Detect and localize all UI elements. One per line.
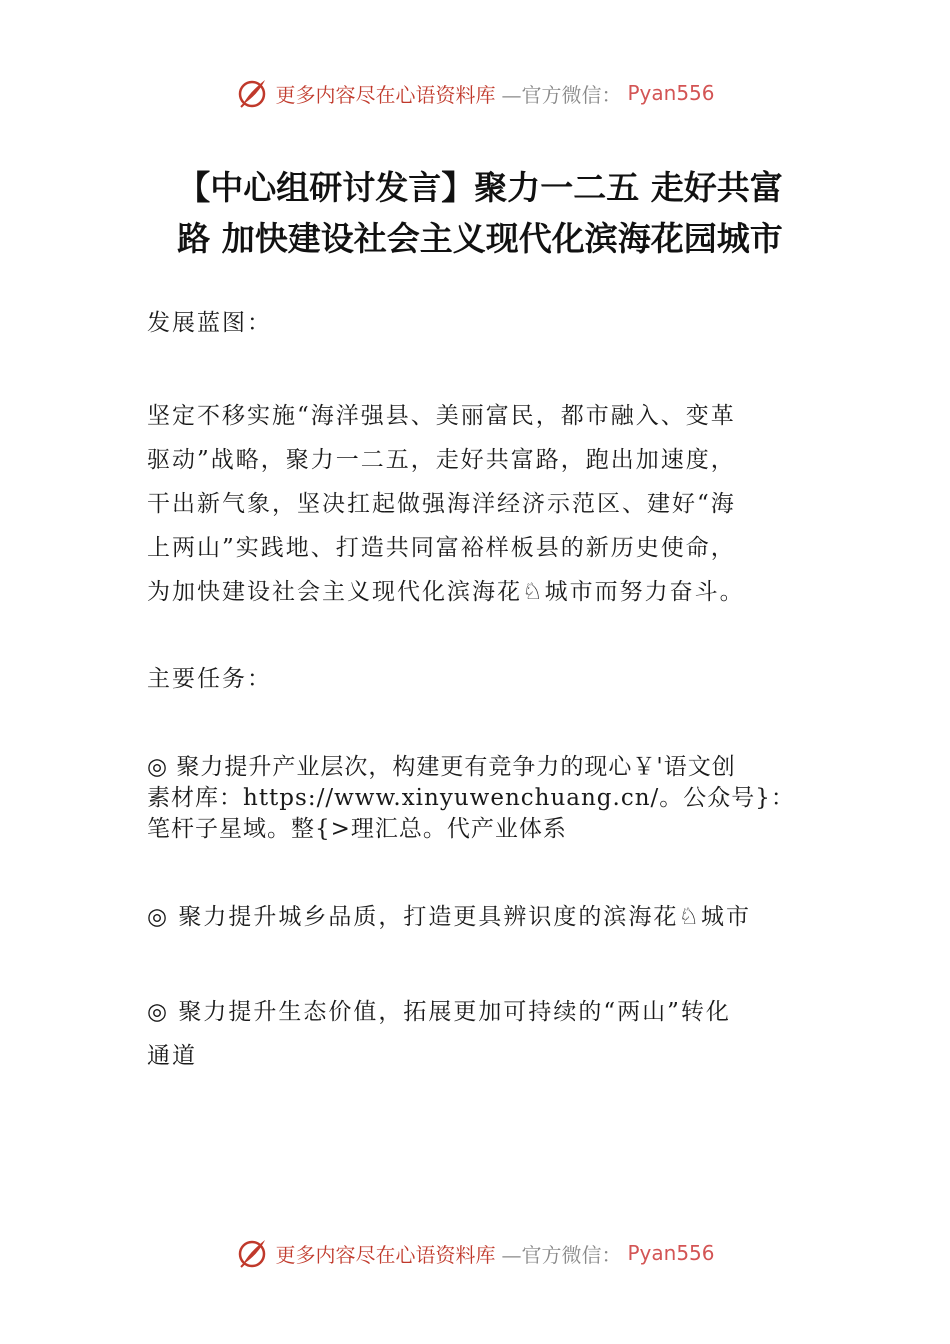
title-line-1: 【中心组研讨发言】聚力一二五 走好共富 <box>177 168 783 207</box>
quill-logo-icon <box>235 76 269 110</box>
blueprint-line: 为加快建设社会主义现代化滨海花♘城市而努力奋斗。 <box>147 579 745 605</box>
watermark-wechat-id: Pyan556 <box>627 1241 715 1265</box>
task-3-line: 通道 <box>147 1043 197 1069</box>
blueprint-line: 干出新气象，坚决扛起做强海洋经济示范区、建好“海 <box>147 491 736 517</box>
quill-logo-icon <box>235 1236 269 1270</box>
task-3-line: ◎ 聚力提升生态价值，拓展更加可持续的“两山”转化 <box>147 999 731 1025</box>
watermark-wechat-id: Pyan556 <box>627 81 715 105</box>
task-item-3 <box>147 990 837 1078</box>
task-item-2: ◎ 聚力提升城乡品质，打造更具辨识度的滨海花♘城市 <box>147 904 751 930</box>
title-line-2: 路 加快建设社会主义现代化滨海花园城市 <box>177 219 783 258</box>
task-1-line: ◎ 聚力提升产业层次，构建更有竞争力的现心￥'语文创 <box>147 754 736 780</box>
blueprint-line: 上两山”实践地、打造共同富裕样板县的新历史使命， <box>147 535 736 561</box>
task-1-line: 素材库：https://www.xinyuwenchuang.cn/。公众号}： <box>147 785 795 811</box>
blueprint-label: 发展蓝图： <box>147 310 272 336</box>
blueprint-line: 驱动”战略，聚力一二五，走好共富路，跑出加速度， <box>147 447 736 473</box>
task-item-1 <box>147 752 837 845</box>
task-1-line: 笔杆子星域。整{>理汇总。代产业体系 <box>147 816 567 842</box>
watermark-main-text: 更多内容尽在心语资料库 <box>275 82 496 107</box>
blueprint-line: 坚定不移实施“海洋强县、美丽富民，都市融入、变革 <box>147 403 736 429</box>
tasks-label: 主要任务： <box>147 666 272 692</box>
blueprint-paragraph <box>147 394 837 614</box>
page-title <box>140 162 820 264</box>
watermark-main-text: 更多内容尽在心语资料库 <box>275 1242 496 1267</box>
watermark-sub-text: —官方微信： <box>501 1242 622 1267</box>
watermark-sub-text: —官方微信： <box>501 82 622 107</box>
footer-watermark <box>0 1236 950 1270</box>
header-watermark <box>0 76 950 110</box>
